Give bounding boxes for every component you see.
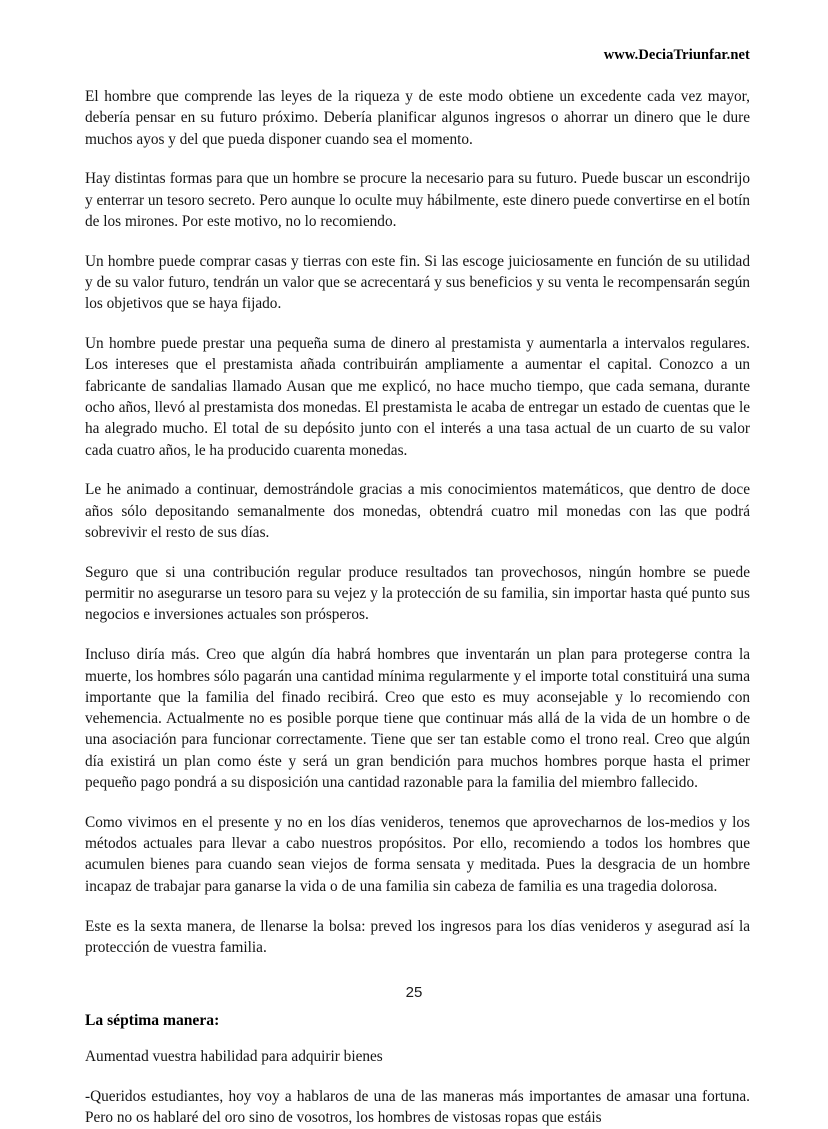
section-subheading: Aumentad vuestra habilidad para adquirir bienes [85, 1048, 383, 1066]
paragraph: El hombre que comprende las leyes de la riqueza y de este modo obtiene un excedente cada vez mayor, debería pensar en su futuro próximo. Debería planificar algunos ingresos o ahorrar un dinero que le dure muchos ayos y del que pueda disponer cuando sea el momento. [85, 88, 750, 148]
paragraph: Incluso diría más. Creo que algún día habrá hombres que inventarán un plan para protegerse contra la muerte, los hombres sólo pagarán una cantidad mínima regularmente y el importe total constituirá una suma importante que la familia del finado recibirá. Creo que esto es muy aconsejable y lo recomiendo con vehemencia. Actualmente no es posible porque tiene que continuar más allá de la vida de un hombre o de una asociación para funcionar correctamente. Tiene que ser tan estable como el trono real. Creo que algún día existirá un plan como éste y será un gran bendición para muchos hombres porque hasta el primer pequeño pago pondrá a su disposición una cantidad razonable para la familia del miembro fallecido. [85, 646, 750, 792]
paragraph: Como vivimos en el presente y no en los días venideros, tenemos que aprovecharnos de los-medios y los métodos actuales para llevar a cabo nuestros propósitos. Por ello, recomiendo a todos los hombres que acumulen bienes para cuando sean viejos de forma sensata y meditada. Pues la desgracia de un hombre incapaz de trabajar para ganarse la vida o de una familia sin cabeza de familia es una tragedia dolorosa. [85, 813, 750, 895]
paragraph: -Queridos estudiantes, hoy voy a hablaros de una de las maneras más importantes de amasar una fortuna. Pero no os hablaré del oro sino de vosotros, los hombres de vistosas ropas que estáis [85, 1088, 750, 1127]
section-heading-block [85, 1010, 750, 1068]
site-url-header: www.DeciaTriunfar.net [603, 47, 750, 63]
paragraph: Un hombre puede prestar una pequeña suma de dinero al prestamista y aumentarla a intervalos regulares. Los intereses que el prestamista añada contribuirán ampliamente a aumentar el capital. Conozco a un fabricante de sandalias llamado Ausan que me explicó, no hace mucho tiempo, que cada semana, durante ocho años, llevó al prestamista dos monedas. El prestamista le acaba de entregar un estado de cuentas que le ha alegrado mucho. El total de su depósito junto con el interés a una tasa actual de un cuarto de su valor cada cuatro años, le ha producido cuarenta monedas. [85, 335, 750, 459]
paragraph: Este es la sexta manera, de llenarse la bolsa: preved los ingresos para los días venideros y asegurad así la protección de vuestra familia. [85, 917, 750, 956]
section-heading: La séptima manera: [85, 1012, 220, 1030]
paragraph: Le he animado a continuar, demostrándole gracias a mis conocimientos matemáticos, que dentro de doce años sólo depositando semanalmente dos monedas, obtendrá cuatro mil monedas con las que podrá sobrevivir el resto de sus días. [85, 481, 750, 542]
paragraph: Un hombre puede comprar casas y tierras con este fin. Si las escoge juiciosamente en función de su utilidad y de su valor futuro, tendrán un valor que se acrecentará y sus beneficios y su venta le recompensarán según los objetivos que se haya fijado. [85, 252, 750, 313]
page-number: 25 [405, 984, 423, 1001]
paragraph: Seguro que si una contribución regular produce resultados tan provechosos, ningún hombre se puede permitir no asegurarse un tesoro para su vejez y la protección de su familia, sin importar hasta qué punto sus negocios e inversiones actuales son prósperos. [85, 563, 750, 624]
paragraph: Hay distintas formas para que un hombre se procure la necesario para su futuro. Puede buscar un escondrijo y enterrar un tesoro secreto. Pero aunque lo oculte muy hábilmente, este dinero puede convertirse en el botín de los mirones. Por este motivo, no lo recomiendo. [85, 170, 750, 230]
document-body [85, 86, 750, 1129]
